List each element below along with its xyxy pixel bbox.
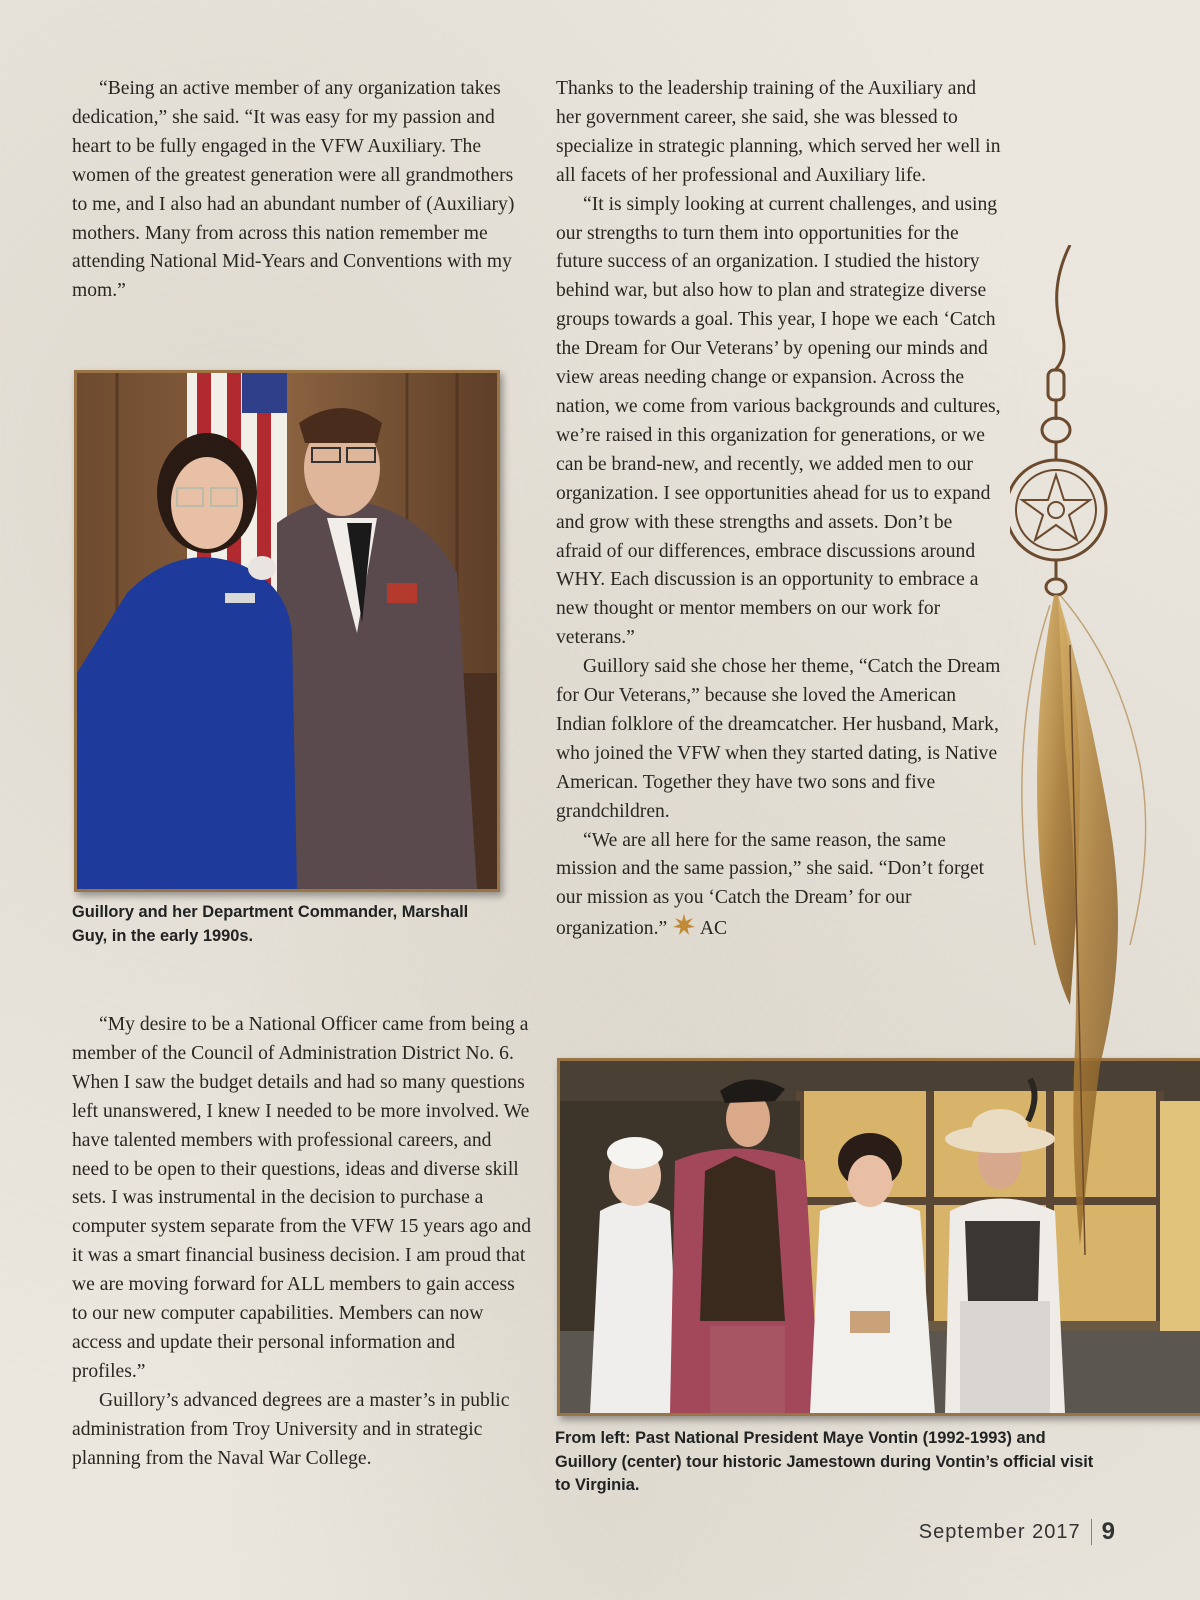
author-initials: AC bbox=[699, 918, 728, 940]
paragraph: Guillory’s advanced degrees are a master’s in public administration from Troy University and in strategic planning from the Naval War College. bbox=[72, 1389, 510, 1469]
photo-guillory-commander-image bbox=[77, 373, 497, 889]
page-number: 9 bbox=[1101, 1518, 1115, 1545]
photo-caption-jamestown: From left: Past National President Maye Vontin (1992-1993) and Guillory (center) tour historic Jamestown during Vontin’s official visit to Virginia. bbox=[555, 1429, 1094, 1494]
page-footer bbox=[919, 1518, 1115, 1546]
paragraph: Guillory said she chose her theme, “Catch the Dream for Our Veterans,” because she loved the American Indian folklore of the dreamcatcher. Her husband, Mark, who joined the VFW when they started dating, is Native American. Together they have two sons and five grandchildren. bbox=[556, 656, 1001, 822]
star-emblem-icon bbox=[672, 913, 696, 937]
article-column-left-top bbox=[72, 75, 522, 306]
article-column-left-bottom bbox=[72, 1011, 532, 1474]
paragraph-final bbox=[556, 827, 1001, 945]
photo-caption-commander: Guillory and her Department Commander, Marshall Guy, in the early 1990s. bbox=[72, 903, 469, 945]
paragraph: Thanks to the leadership training of the Auxiliary and her government career, she said, she was blessed to specialize in strategic planning, which served her well in all facets of her professional and Auxiliary life. bbox=[556, 78, 1001, 186]
photo-guillory-commander bbox=[74, 370, 500, 892]
paragraph: “My desire to be a National Officer came from being a member of the Council of Administration District No. 6. When I saw the budget details and had so many questions left unanswered, I knew I needed to be more involved. We have talented members with professional careers, and need to be open to their questions, ideas and diverse skill sets. I was instrumental in the decision to purchase a computer system separate from the VFW 15 years ago and it was a smart financial business decision. I am proud that we are moving forward for ALL members to gain access to our new computer capabilities. Members can now access and update their personal information and profiles.” bbox=[72, 1014, 532, 1382]
paragraph-final-text: “We are all here for the same reason, the same mission and the same passion,” she said. “Don’t forget our mission as you ‘Catch the Dream’ for our organization.” bbox=[556, 829, 985, 940]
issue-date: September 2017 bbox=[918, 1520, 1081, 1543]
paragraph: “Being an active member of any organization takes dedication,” she said. “It was easy for my passion and heart to be fully engaged in the VFW Auxiliary. The women of the greatest generation were all grandmothers to me, and I also had an abundant number of (Auxiliary) mothers. Many from across this nation remember me attending National Mid-Years and Conventions with my mom.” bbox=[72, 78, 515, 302]
footer-divider bbox=[1091, 1519, 1092, 1545]
article-column-right bbox=[556, 75, 1001, 944]
dreamcatcher-illustration-icon bbox=[1010, 245, 1200, 1445]
paragraph: “It is simply looking at current challenges, and using our strengths to turn them into opportunities for the future success of an organization. I studied the history behind war, but also how to plan and strategize diverse groups towards a goal. This year, I hope we each ‘Catch the Dream for Our Veterans’ by opening our minds and view areas needing change or expansion. Across the nation, we come from various backgrounds and cultures, we’re raised in this organization for generations, or we can be brand-new, and recently, we added men to our organization. I see opportunities ahead for us to expand and grow with these strengths and assets. Don’t be afraid of our differences, embrace discussions around WHY. Each discussion is an opportunity to embrace a new thought or mentor members on our work for veterans.” bbox=[556, 193, 1001, 649]
